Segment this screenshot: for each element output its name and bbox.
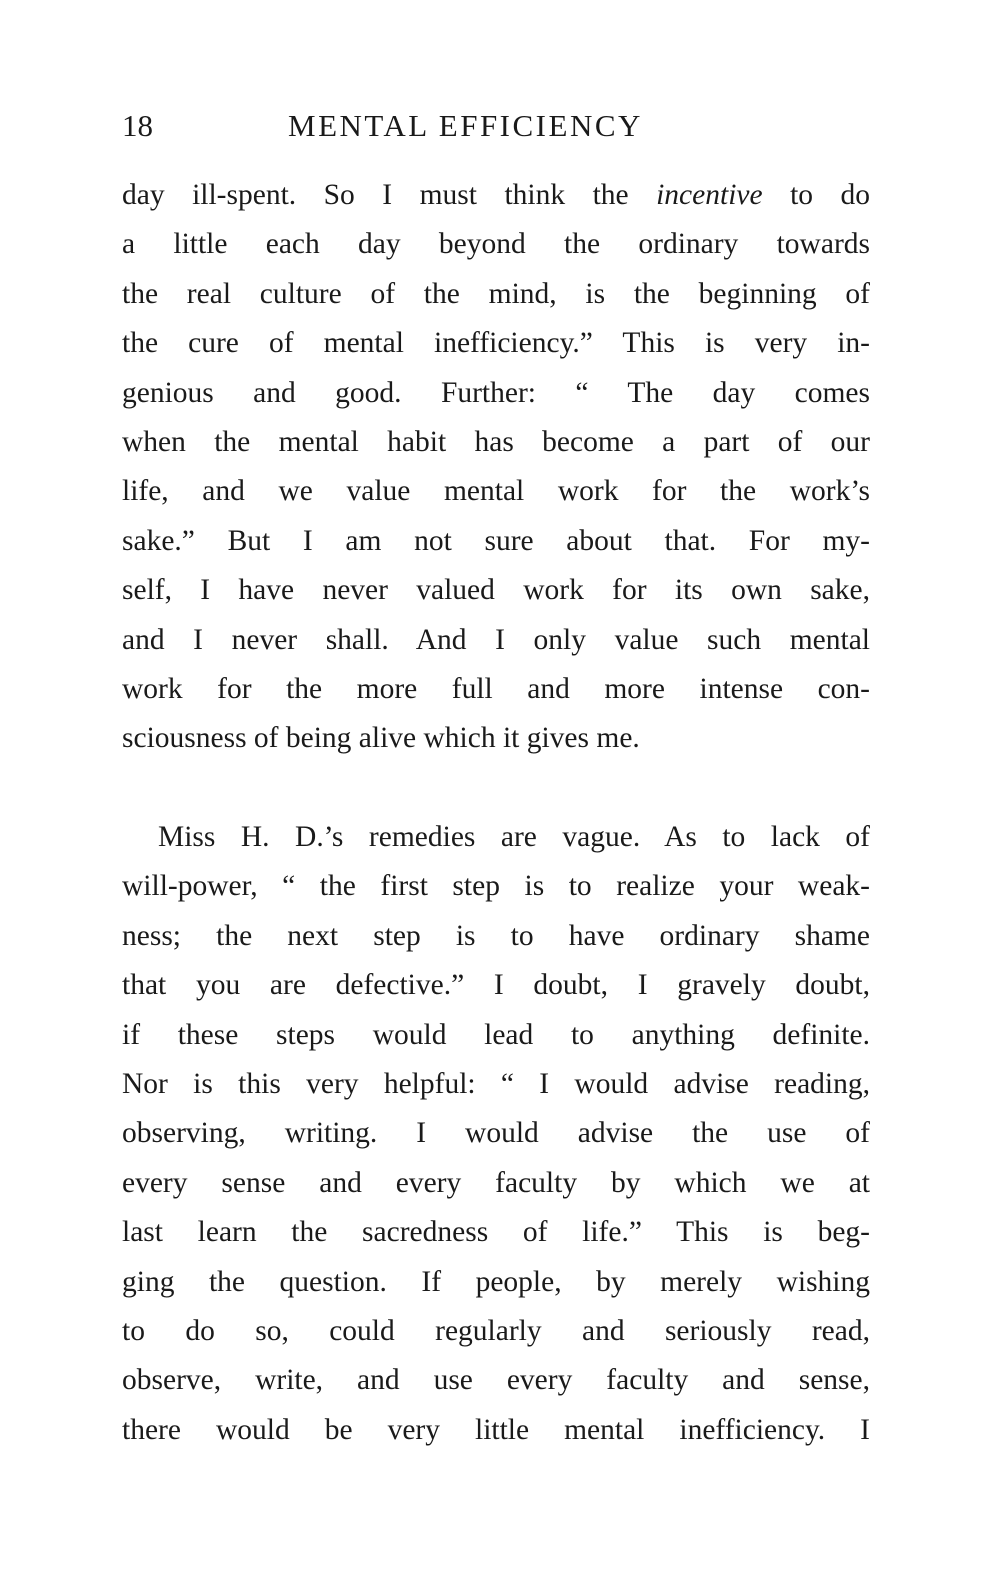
text-line: ness; the next step is to have ordinary shame bbox=[122, 919, 870, 952]
text-line: sake.” But I am not sure about that. For my- bbox=[122, 524, 870, 557]
text-line: to do so, could regularly and seriously read, bbox=[122, 1314, 870, 1347]
running-head bbox=[122, 108, 872, 152]
text-line: if these steps would lead to anything definite. bbox=[122, 1018, 870, 1051]
text-line: observe, write, and use every faculty and sense, bbox=[122, 1364, 870, 1397]
text-line: the cure of mental inefficiency.” This is very in- bbox=[122, 327, 870, 360]
text-line: and I never shall. And I only value such mental bbox=[122, 623, 870, 656]
text-line: Miss H. D.’s remedies are vague. As to lack of bbox=[158, 821, 870, 853]
text-line: will-power, “ the first step is to realize your weak- bbox=[122, 870, 870, 903]
text-line: work for the more full and more intense con- bbox=[122, 672, 870, 705]
page-number: 18 bbox=[122, 108, 153, 143]
text-line: the real culture of the mind, is the beginning of bbox=[122, 277, 870, 310]
text-line: self, I have never valued work for its own sake, bbox=[122, 574, 870, 607]
text-line: life, and we value mental work for the work’s bbox=[122, 475, 870, 508]
running-title: MENTAL EFFICIENCY bbox=[288, 108, 643, 143]
paragraph-2 bbox=[122, 813, 870, 1455]
text-line: that you are defective.” I doubt, I gravely doubt, bbox=[122, 969, 870, 1002]
text-line: when the mental habit has become a part of our bbox=[122, 425, 870, 458]
text-line: every sense and every faculty by which we at bbox=[122, 1166, 870, 1199]
text-line: sciousness of being alive which it gives me. bbox=[122, 722, 640, 755]
text-line: last learn the sacredness of life.” This is beg- bbox=[122, 1216, 870, 1249]
text-line: Nor is this very helpful: “ I would advise reading, bbox=[122, 1067, 870, 1100]
text-line: day ill-spent. So I must think the incentive to do bbox=[122, 179, 870, 211]
italic-word: incentive bbox=[656, 179, 763, 211]
text-line: a little each day beyond the ordinary towards bbox=[122, 228, 870, 261]
text-line: there would be very little mental inefficiency. I bbox=[122, 1413, 870, 1446]
text-line: ging the question. If people, by merely wishing bbox=[122, 1265, 870, 1298]
text-line: genious and good. Further: “ The day comes bbox=[122, 376, 870, 409]
paragraph-1 bbox=[122, 171, 870, 764]
text-line: observing, writing. I would advise the use of bbox=[122, 1117, 870, 1150]
